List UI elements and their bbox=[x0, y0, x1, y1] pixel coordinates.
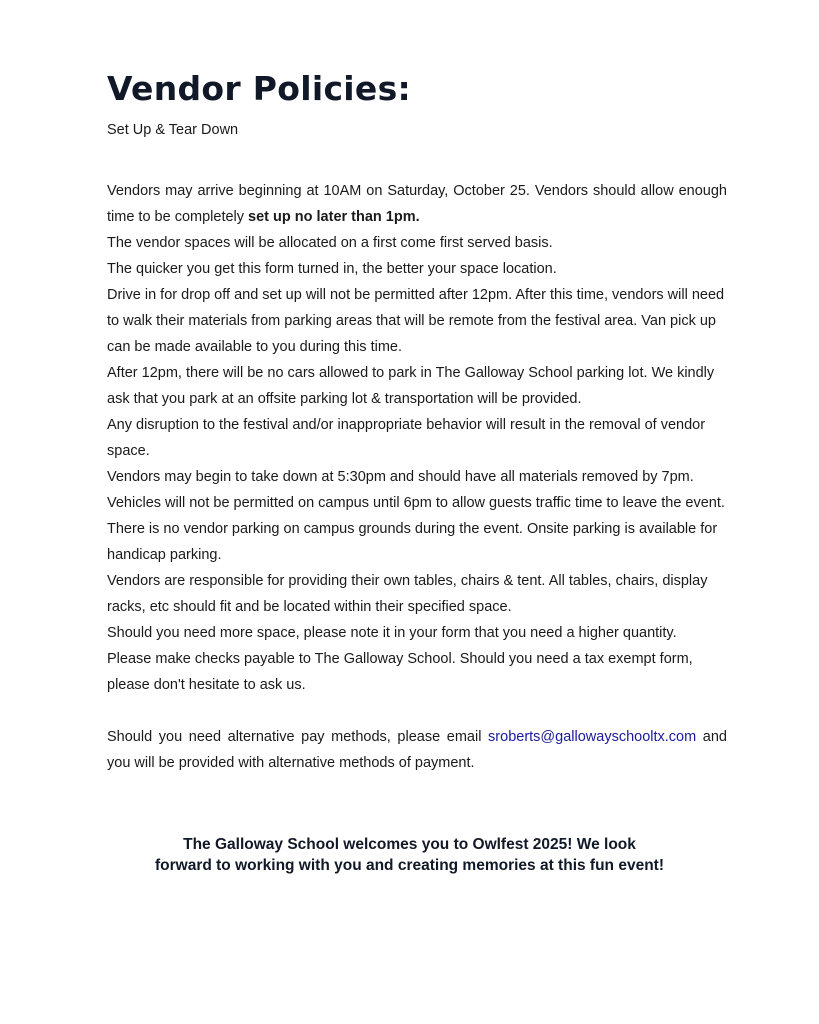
email-link[interactable]: sroberts@gallowayschooltx.com bbox=[488, 729, 697, 745]
policy-allocation: The vendor spaces will be allocated on a first come first served basis. bbox=[107, 235, 553, 251]
policy-take-down: Vendors may begin to take down at 5:30pm and should have all materials removed by 7pm. Vehicles will not be permitted on campus until 6pm to allow guests traffic time to leave the event. bbox=[107, 469, 725, 511]
document-page bbox=[107, 66, 727, 776]
policy-more-space: Should you need more space, please note it in your form that you need a higher quantity. bbox=[107, 625, 677, 641]
closing-line-2: forward to working with you and creating memories at this fun event! bbox=[155, 857, 664, 874]
section-spacer bbox=[107, 698, 727, 724]
closing-line-1: The Galloway School welcomes you to Owlfest 2025! We look bbox=[183, 836, 636, 853]
closing-message bbox=[0, 834, 819, 876]
policy-equipment: Vendors are responsible for providing their own tables, chairs & tent. All tables, chairs, display racks, etc should fit and be located within their specified space. bbox=[107, 573, 708, 615]
policy-drive-in: Drive in for drop off and set up will not be permitted after 12pm. After this time, vendors will need to walk their materials from parking areas that will be remote from the festival area. Van pick up can be made available to you during this time. bbox=[107, 287, 725, 355]
intro-paragraph bbox=[107, 178, 727, 230]
page-title: Vendor Policies: bbox=[107, 69, 412, 108]
policy-checks: Please make checks payable to The Galloway School. Should you need a tax exempt form, please don't hesitate to ask us. bbox=[107, 651, 693, 693]
policy-handicap-parking: There is no vendor parking on campus grounds during the event. Onsite parking is available for handicap parking. bbox=[107, 521, 718, 563]
payment-paragraph bbox=[107, 724, 727, 776]
payment-text-before: Should you need alternative pay methods, please email bbox=[107, 729, 489, 745]
policy-disruption: Any disruption to the festival and/or inappropriate behavior will result in the removal of vendor space. bbox=[107, 417, 706, 459]
payment-text-after: and you will be provided with alternative methods of payment. bbox=[107, 729, 727, 771]
intro-bold-text: set up no later than 1pm. bbox=[248, 209, 420, 225]
page-subtitle: Set Up & Tear Down bbox=[107, 122, 239, 138]
policy-parking-lot: After 12pm, there will be no cars allowed to park in The Galloway School parking lot. We kindly ask that you park at an offsite parking lot & transportation will be provided. bbox=[107, 365, 715, 407]
intro-text: Vendors may arrive beginning at 10AM on Saturday, October 25. Vendors should allow enough time to be completely bbox=[107, 183, 727, 225]
policy-form-timing: The quicker you get this form turned in, the better your space location. bbox=[107, 261, 557, 277]
